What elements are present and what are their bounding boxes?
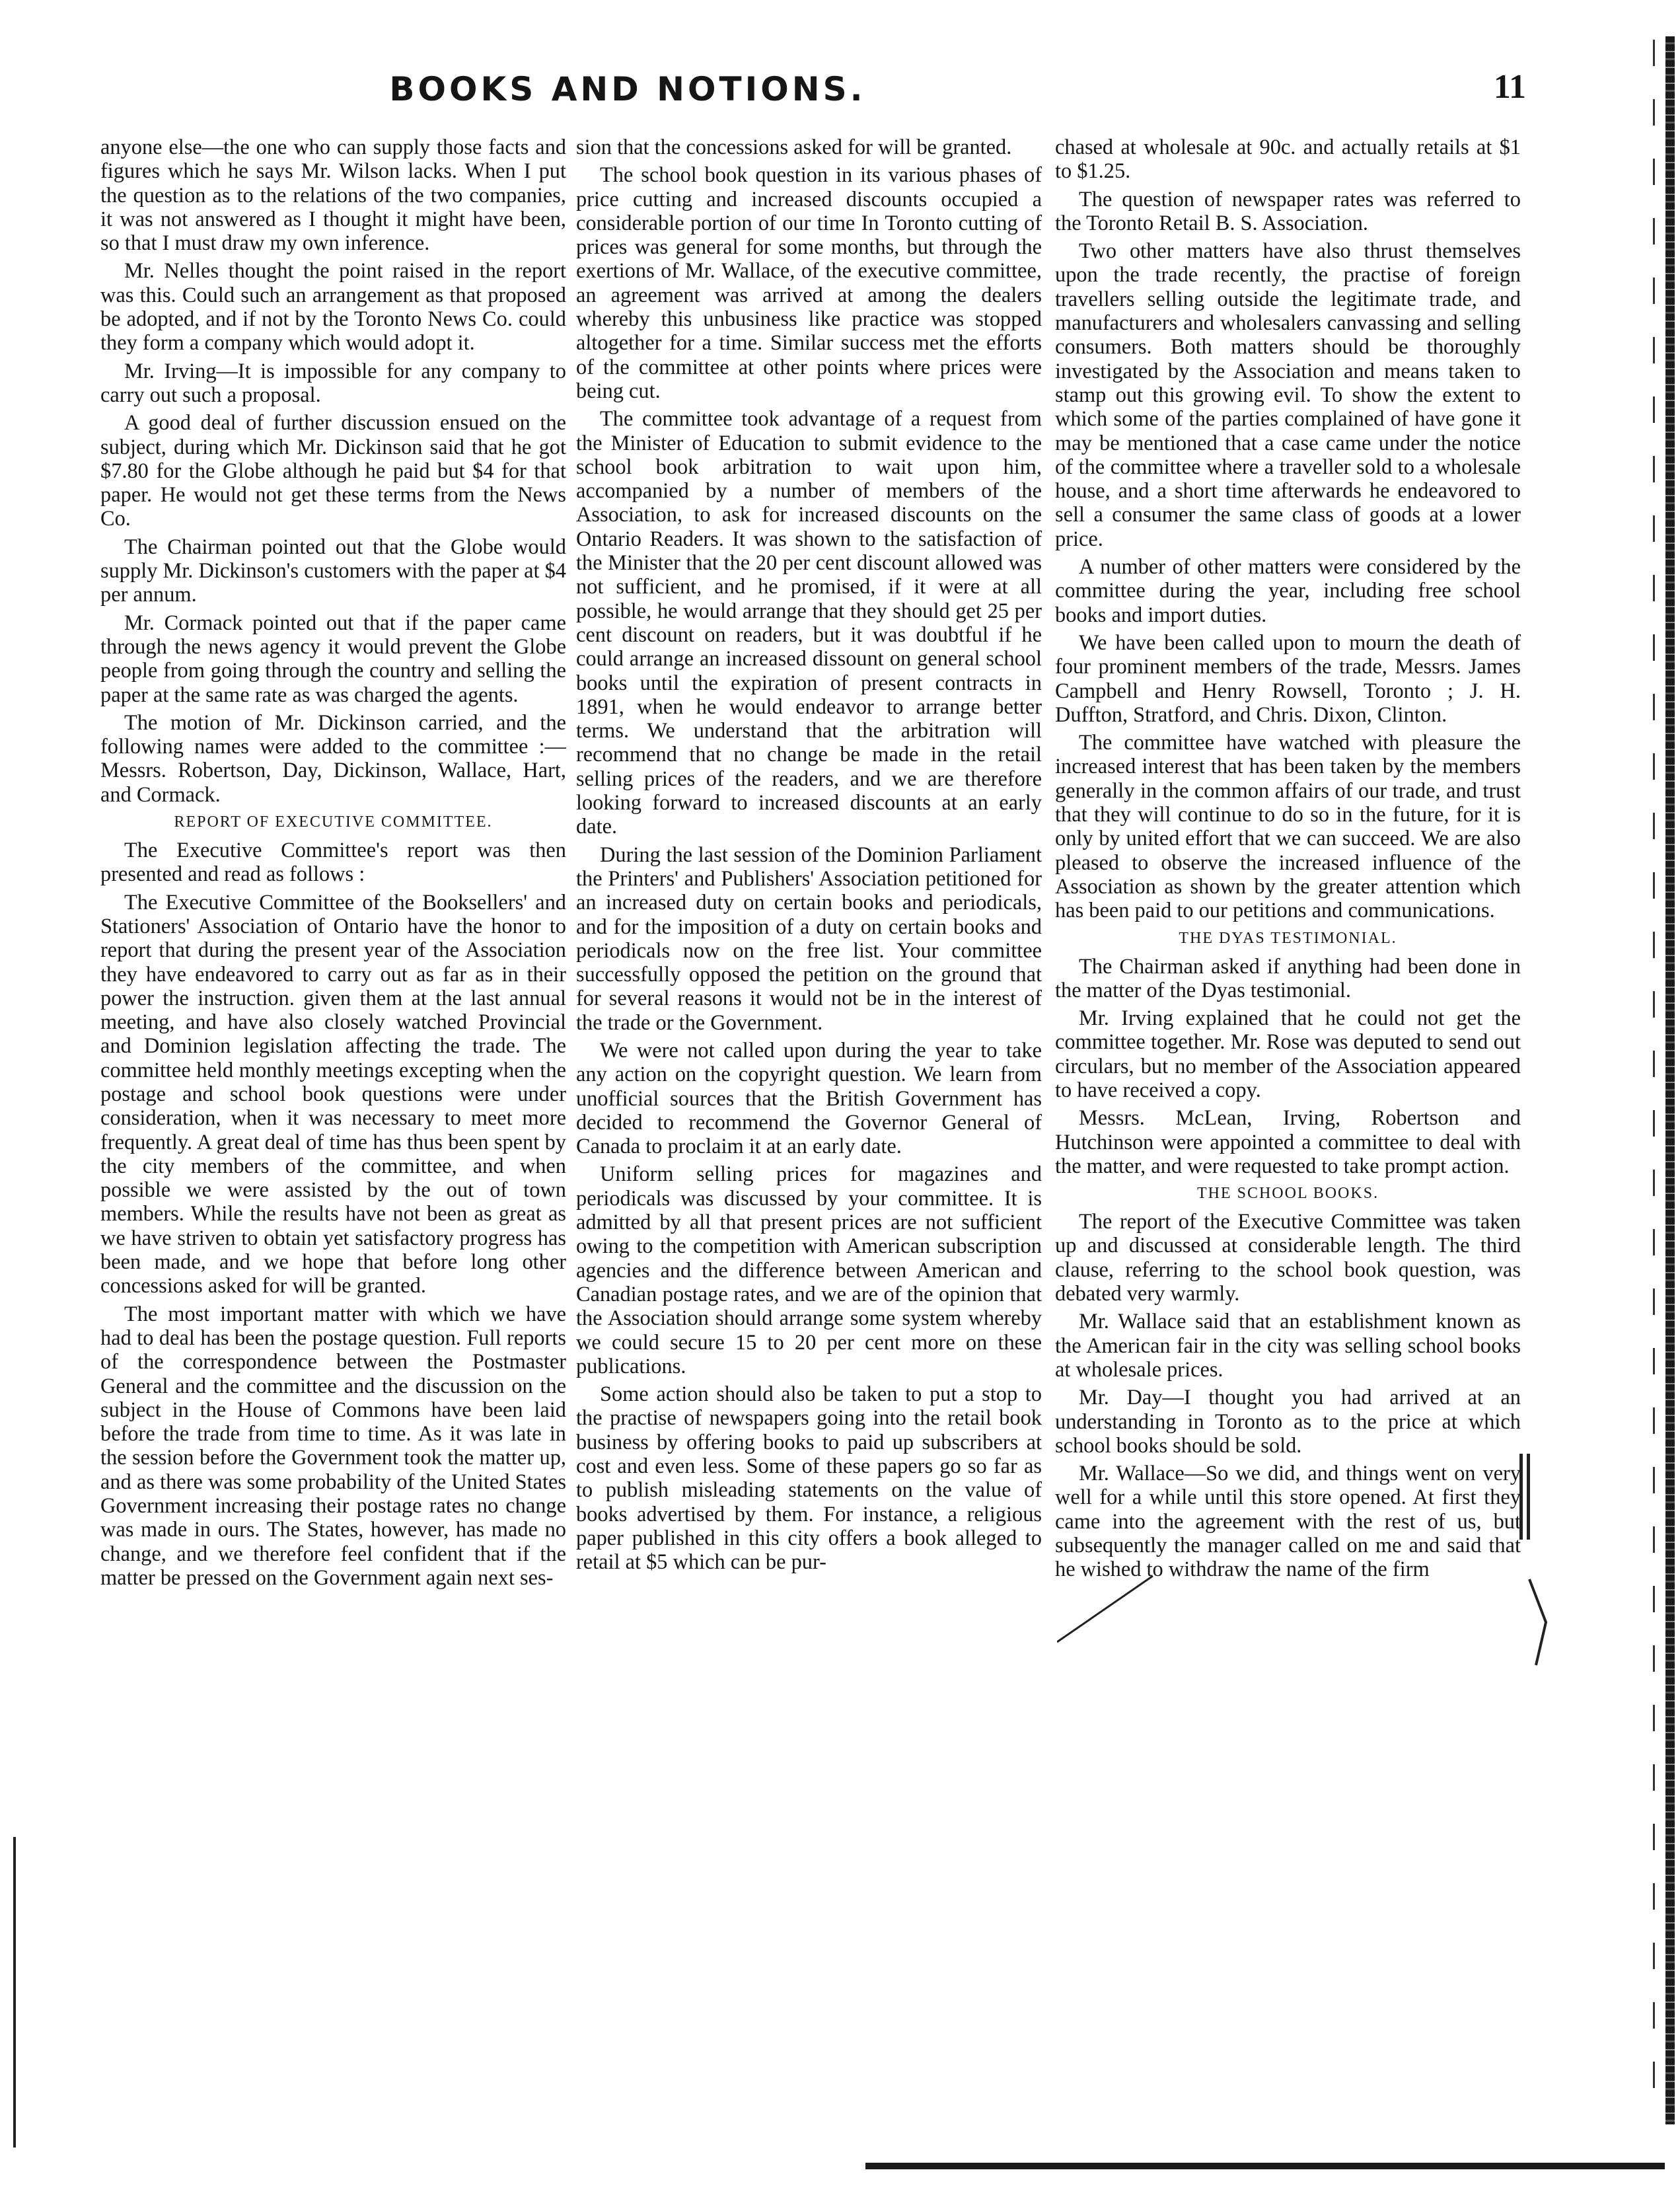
paragraph: We have been called upon to mourn the death of four prominent members of the trade, Messrs. James Campbell and Henry Rowsell, Toronto ; J. H. Duffton, Stratford, and Chris. Dixon, Clinton. <box>1055 630 1521 727</box>
section-heading-school-books: THE SCHOOL BOOKS. <box>1196 1185 1379 1203</box>
paragraph: Mr. Irving explained that he could not get the committee together. Mr. Rose was deputed to send out circulars, but no member of the Association appeared to have received a copy. <box>1055 1006 1521 1102</box>
paragraph: During the last session of the Dominion Parliament the Printers' and Publishers' Association petitioned for an increased duty on certain books and periodicals, and for the imposition of a duty on certain books and periodicals now on the free list. Your committee successfully opposed the petition on the ground that for several reasons it would not be in the interest of the trade or the Government. <box>576 842 1042 1035</box>
paragraph: The Executive Committee's report was then presented and read as follows : <box>100 839 566 887</box>
paragraph: sion that the concessions asked for will be granted. <box>576 135 1012 159</box>
paragraph: The committee have watched with pleasure the increased interest that has been taken by the members generally in the common affairs of our trade, and trust that they will continue to do so in the future, for it is only by united effort that we can succeed. We are also pleased to observe the increased influence of the Association as shown by the greater attention which has been paid to our petitions and communications. <box>1055 731 1521 923</box>
paragraph: Mr. Wallace—So we did, and things went on very well for a while until this store opened. At first they came into the agreement with the rest of us, but subsequently the manager called on me and said that he wished to withdraw the name of the firm <box>1055 1462 1521 1582</box>
paragraph: We were not called upon during the year to take any action on the copyright question. We learn from unofficial sources that the British Government has decided to recommend the Governor General of Canada to proclaim it at an early date. <box>576 1038 1042 1159</box>
column-2 <box>576 135 1042 2098</box>
page-header <box>99 66 1526 112</box>
section-heading-executive-report: REPORT OF EXECUTIVE COMMITTEE. <box>174 813 493 831</box>
scan-binding-edge <box>1665 36 1675 2124</box>
publication-title: BOOKS AND NOTIONS. <box>389 70 866 108</box>
page-number: 11 <box>1493 68 1526 106</box>
paragraph: Some action should also be taken to put a stop to the practise of newspapers going into the retail book business by offering books to paid up subscribers at cost and even less. Some of these papers go so far as to publish misleading statements on the value of books advertised by them. For instance, a religious paper published in this city offers a book alleged to retail at $5 which can be pur- <box>576 1382 1042 1575</box>
paragraph: anyone else—the one who can supply those facts and figures which he says Mr. Wilson lacks. When I put the question as to the relations of the two companies, it was not answered as I thought it might have been, so that I must draw my own inference. <box>100 135 566 256</box>
pencil-bracket-mark <box>1526 1576 1566 1668</box>
paragraph: A number of other matters were considered by the committee during the year, including free school books and import duties. <box>1055 555 1521 627</box>
paragraph: Mr. Day—I thought you had arrived at an understanding in Toronto as to the price at which school books should be sold. <box>1055 1386 1521 1458</box>
scan-left-edge <box>13 1837 16 2148</box>
pencil-stroke-mark <box>1057 1573 1156 1645</box>
section-heading-dyas-testimonial: THE DYAS TESTIMONIAL. <box>1179 929 1397 947</box>
paragraph: Messrs. McLean, Irving, Robertson and Hutchinson were appointed a committee to deal with the matter, and were requested to take prompt action. <box>1055 1106 1521 1178</box>
column-1 <box>100 135 566 2098</box>
paragraph: The school book question in its various phases of price cutting and increased discounts occupied a considerable portion of our time In Toronto cutting of prices was general for some months, but through the exertions of Mr. Wallace, of the executive committee, an agreement was arrived at among the dealers whereby this unbusiness like practice was stopped altogether for a time. Similar success met the efforts of the committee at other points where prices were being cut. <box>576 163 1042 403</box>
paragraph: Mr. Irving—It is impossible for any company to carry out such a proposal. <box>100 359 566 407</box>
column-3 <box>1055 135 1521 2098</box>
paragraph: chased at wholesale at 90c. and actually retails at $1 to $1.25. <box>1055 135 1521 184</box>
scan-edge-noise <box>1653 40 1655 2121</box>
paragraph: The motion of Mr. Dickinson carried, and the following names were added to the committee :—Messrs. Robertson, Day, Dickinson, Wallace, Hart, and Cormack. <box>100 710 566 807</box>
paragraph: Mr. Cormack pointed out that if the paper came through the news agency it would prevent the Globe people from going through the country and selling the paper at the same rate as was charged the agents. <box>100 611 566 707</box>
paragraph: The Executive Committee of the Booksellers' and Stationers' Association of Ontario have the honor to report that during the present year of the Association they have endeavored to carry out as far as in their power the instruction. given them at the last annual meeting, and have also closely watched Provincial and Dominion legislation affecting the trade. The committee held monthly meetings excepting when the postage and school book questions were under consideration, when it was necessary to meet more frequently. A great deal of time has thus been spent by the city members of the committee, and when possible we were assisted by the out of town members. While the results have not been as great as we have striven to obtain yet satisfactory progress has been made, and we hope that before long other concessions asked for will be granted. <box>100 890 566 1298</box>
paragraph: The Chairman asked if anything had been done in the matter of the Dyas testimonial. <box>1055 954 1521 1002</box>
paragraph: The committee took advantage of a request from the Minister of Education to submit evidence to the school book arbitration to wait upon him, accompanied by a number of members of the Association, to ask for increased discounts on the Ontario Readers. It was shown to the satisfaction of the Minister that the 20 per cent discount allowed was not sufficient, and he promised, if it were at all possible, he would arrange that they should get 25 per cent discount on readers, but it was doubtful if he could arrange an increased dissount on general school books until the expiration of present contracts in 1891, when he would endeavor to arrange better terms. We understand that the arbitration will recommend that no change be made in the retail selling prices of the readers, and we are therefore looking forward to increased discounts at an early date. <box>576 407 1042 839</box>
scan-bottom-edge <box>865 2163 1665 2169</box>
paragraph: Uniform selling prices for magazines and periodicals was discussed by your committee. It is admitted by all that present prices are not sufficient owing to the competition with American subscription agencies and the difference between American and Canadian postage rates, and we are of the opinion that the Association should arrange some system whereby we could secure 15 to 20 per cent more on these publications. <box>576 1162 1042 1378</box>
margin-bracket-mark <box>1519 1454 1530 1540</box>
paragraph: The Chairman pointed out that the Globe would supply Mr. Dickinson's customers with the paper at $4 per annum. <box>100 535 566 607</box>
paragraph: Mr. Nelles thought the point raised in the report was this. Could such an arrangement as that proposed be adopted, and if not by the Toronto News Co. could they form a company which would adopt it. <box>100 259 566 355</box>
paragraph: The most important matter with which we have had to deal has been the postage question. Full reports of the correspondence between the Postmaster General and the committee and the discussion on the subject in the House of Commons have been laid before the trade from time to time. As it was late in the session before the Government took the matter up, and as there was some probability of the United States Government increasing their postage rates no change was made in ours. The States, however, has made no change, and we therefore feel confident that if the matter be pressed on the Government again next ses- <box>100 1302 566 1590</box>
paragraph: The question of newspaper rates was referred to the Toronto Retail B. S. Association. <box>1055 187 1521 235</box>
paragraph: Two other matters have also thrust themselves upon the trade recently, the practise of foreign travellers selling outside the legitimate trade, and manufacturers and wholesalers canvassing and selling consumers. Both matters should be thoroughly investigated by the Association and means taken to stamp out this growing evil. To show the extent to which some of the parties complained of have gone it may be mentioned that a case came under the notice of the committee where a traveller sold to a wholesale house, and a short time afterwards he endeavored to sell a consumer the same class of goods at a lower price. <box>1055 239 1521 551</box>
paragraph: Mr. Wallace said that an establishment known as the American fair in the city was selling school books at wholesale prices. <box>1055 1310 1521 1382</box>
paragraph: A good deal of further discussion ensued on the subject, during which Mr. Dickinson said that he got $7.80 for the Globe although he paid but $4 for that paper. He would not get these terms from the News Co. <box>100 411 566 531</box>
paragraph: The report of the Executive Committee was taken up and discussed at considerable length. The third clause, referring to the school book question, was debated very warmly. <box>1055 1210 1521 1306</box>
